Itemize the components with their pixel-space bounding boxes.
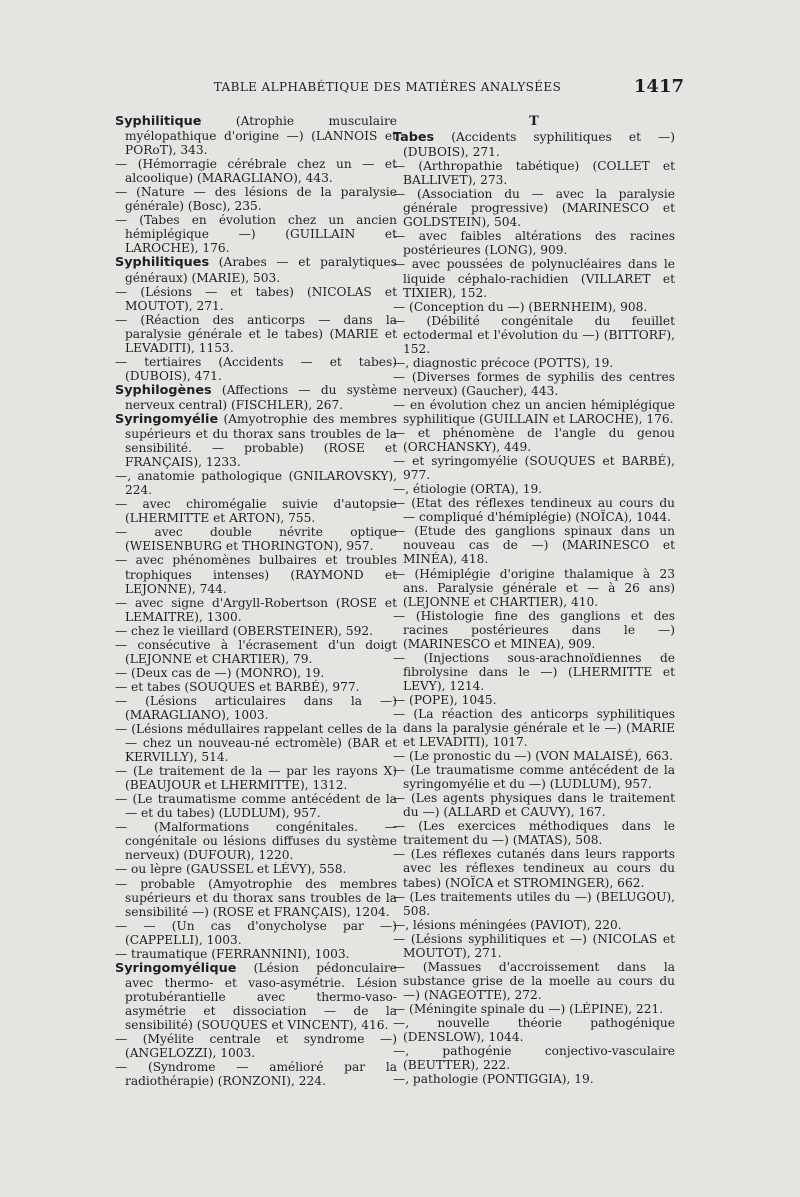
entry-text: — avec double névrite optique (WEISENBURG et THORINGTON), 957. <box>115 525 397 554</box>
entry-text: — (Les exercices méthodiques dans le traitement du —) (MATAS), 508. <box>393 819 675 848</box>
index-subentry <box>393 707 675 749</box>
index-subentry <box>393 187 675 229</box>
index-subentry <box>393 651 675 693</box>
entry-text: — (Conception du —) (BERNHEIM), 908. <box>393 299 648 314</box>
index-subentry <box>393 1044 675 1072</box>
entry-text: (Affections — du système nerveux central) (FISCHLER), 267. <box>125 382 397 412</box>
index-subentry <box>115 862 397 876</box>
entry-text: (Arabes — et paralytiques généraux) (MARIE), 503. <box>125 255 397 285</box>
entry-text: — avec signe d'Argyll-Robertson (ROSE et LEMAITRE), 1300. <box>115 595 397 624</box>
running-title: TABLE ALPHABÉTIQUE DES MATIÈRES ANALYSÉES <box>213 80 562 94</box>
right-column <box>393 114 675 1086</box>
index-subentry <box>115 1032 397 1060</box>
index-subentry <box>115 722 397 764</box>
index-subentry <box>115 919 397 947</box>
index-subentry <box>393 482 675 496</box>
index-subentry <box>393 300 675 314</box>
index-headword-entry <box>115 961 397 1032</box>
index-subentry <box>393 932 675 960</box>
page-header <box>95 76 684 104</box>
entry-text: — probable (Amyotrophie des membres supérieurs et du thorax sans troubles de la sensibilité —) (ROSE et FRANÇAIS), 1204. <box>115 876 397 919</box>
entry-text: — (Le traitement de la — par les rayons X) (BEAUJOUR et LHERMITTE), 1312. <box>115 764 397 793</box>
entry-text: (Atrophie musculaire myélopathique d'origine —) (LANNOIS et PORoT), 343. <box>125 114 397 158</box>
index-subentry <box>115 947 397 961</box>
entry-text: — traumatique (FERRANNINI), 1003. <box>115 946 350 961</box>
section-letter: T <box>529 114 539 129</box>
index-subentry <box>115 877 397 919</box>
index-subentry <box>115 596 397 624</box>
index-headword-entry <box>115 412 397 469</box>
index-subentry <box>115 469 397 497</box>
entry-text: — (Méningite spinale du —) (LÉPINE), 221. <box>393 1001 664 1016</box>
entry-text: — (Le pronostic du —) (VON MALAISÉ), 663. <box>393 749 673 764</box>
entry-text: — (Lésions articulaires dans la —) (MARAGLIANO), 1003. <box>115 693 397 722</box>
headword: Tabes <box>393 130 435 146</box>
entry-text: — chez le vieillard (OBERSTEINER), 592. <box>115 623 374 638</box>
index-headword-entry <box>115 255 397 284</box>
index-subentry <box>115 213 397 255</box>
entry-text: — (Lésions syphilitiques et —) (NICOLAS et MOUTOT), 271. <box>393 931 675 960</box>
headword: Syringomyélie <box>115 411 219 427</box>
index-subentry <box>115 624 397 638</box>
entry-text: — (Le traumatisme comme antécédent de la — et du tabes) (LUDLUM), 957. <box>115 792 397 821</box>
index-subentry <box>393 693 675 707</box>
index-subentry <box>393 524 675 566</box>
entry-text: — (Lésions médullaires rappelant celles de la — chez un nouveau-né ectromèle) (BAR et KERVILLY), 514. <box>115 722 397 765</box>
entry-text: — (Hémiplégie d'origine thalamique à 23 ans. Paralysie générale et — à 26 ans) (LEJONNE et CHARTIER), 410. <box>393 566 675 609</box>
index-subentry <box>393 567 675 609</box>
index-subentry <box>393 847 675 889</box>
entry-text: —, pathologie (PONTIGGIA), 19. <box>393 1072 594 1087</box>
entry-text: —, pathogénie conjectivo-vasculaire (BEUTTER), 222. <box>393 1044 675 1073</box>
index-subentry <box>115 680 397 694</box>
entry-text: — (La réaction des anticorps syphilitiques dans la paralysie générale et le —) (MARIE et LEVADITI), 1017. <box>393 706 675 750</box>
page-number: 1417 <box>633 76 684 97</box>
index-subentry <box>393 257 675 299</box>
index-headword-entry <box>115 383 397 412</box>
entry-text: — (Deux cas de —) (MONRO), 19. <box>115 665 325 680</box>
entry-text: — (Hémorragie cérébrale chez un — et alcoolique) (MARAGLIANO), 443. <box>115 157 397 186</box>
entry-text: — (Arthropathie tabétique) (COLLET et BALLIVET), 273. <box>393 159 675 188</box>
index-subentry <box>393 763 675 791</box>
entry-text: — (Réaction des anticorps — dans la paralysie générale et le tabes) (MARIE et LEVADITI), 1153. <box>115 312 397 355</box>
index-subentry <box>393 426 675 454</box>
entry-text: — (Tabes en évolution chez un ancien hémiplégique —) (GUILLAIN et LAROCHE), 176. <box>115 213 397 256</box>
entry-text: — (Massues d'accroissement dans la substance grise de la moelle au cours du —) (NAGEOTTE), 272. <box>393 959 675 1002</box>
index-subentry <box>393 1002 675 1016</box>
entry-text: — (Malformations congénitales. — congénitale ou lésions diffuses du système nerveux) (DUFOUR), 1220. <box>115 820 397 863</box>
entry-text: — en évolution chez un ancien hémiplégique syphilitique (GUILLAIN et LAROCHE), 176. <box>393 397 675 426</box>
entry-text: — — (Un cas d'onycholyse par —) (CAPPELLI), 1003. <box>115 918 397 947</box>
entry-text: — (Injections sous-arachnoïdiennes de fibrolysine dans le —) (LHERMITTE et LEVY), 1214. <box>393 650 675 693</box>
entry-text: — (Association du — avec la paralysie générale progressive) (MARINESCO et GOLDSTEIN), 504. <box>393 187 675 230</box>
index-headword-entry <box>115 114 397 157</box>
index-subentry <box>393 918 675 932</box>
index-subentry <box>115 638 397 666</box>
index-subentry <box>115 285 397 313</box>
entry-text: — avec chiromégalie suivie d'autopsie (LHERMITTE et ARTON), 755. <box>115 497 397 526</box>
entry-text: — avec poussées de polynucléaires dans le liquide céphalo-rachidien (VILLARET et TIXIER), 152. <box>393 257 675 300</box>
index-subentry <box>393 1072 675 1086</box>
entry-text: — avec phénomènes bulbaires et troubles trophiques intenses) (RAYMOND et LEJONNE), 744. <box>115 553 397 596</box>
entry-text: — (Les réflexes cutanés dans leurs rapports avec les réflexes tendineux au cours du tabes) (NOÏCA et STROMINGER), 662. <box>393 847 675 890</box>
index-subentry <box>115 820 397 862</box>
index-subentry <box>393 749 675 763</box>
index-subentry <box>115 666 397 680</box>
entry-text: — tertiaires (Accidents — et tabes) (DUBOIS), 471. <box>115 354 397 383</box>
index-subentry <box>393 159 675 187</box>
index-subentry <box>393 398 675 426</box>
index-subentry <box>115 313 397 355</box>
entry-text: (Accidents syphilitiques et —) (DUBOIS), 271. <box>403 130 675 160</box>
entry-text: — (Nature — des lésions de la paralysie générale) (Bosc), 235. <box>115 185 397 214</box>
index-subentry <box>393 1016 675 1044</box>
headword: Syphilitiques <box>115 255 210 271</box>
entry-text: —, nouvelle théorie pathogénique (DENSLOW), 1044. <box>393 1016 675 1045</box>
entry-text: (Lésion pédonculaire avec thermo- et vaso-asymétrie. Lésion protubérantielle avec thermo-vaso-asymétrie et dissociation — de la sensibilité) (SOUQUES et VINCENT), 416. <box>125 960 397 1032</box>
entry-text: — et phénomène de l'angle du genou (ORCHANSKY), 449. <box>393 426 675 455</box>
index-subentry <box>115 764 397 792</box>
index-subentry <box>115 185 397 213</box>
index-subentry <box>393 890 675 918</box>
index-subentry <box>393 229 675 257</box>
index-subentry <box>115 355 397 383</box>
index-subentry <box>115 553 397 595</box>
index-subentry <box>393 960 675 1002</box>
entry-text: — et tabes (SOUQUES et BARBÉ), 977. <box>115 679 360 694</box>
index-subentry <box>393 356 675 370</box>
entry-text: — (POPE), 1045. <box>393 692 497 707</box>
entry-text: — (Les traitements utiles du —) (BELUGOU), 508. <box>393 889 675 918</box>
entry-text: —, diagnostic précoce (POTTS), 19. <box>393 355 614 370</box>
index-subentry <box>115 694 397 722</box>
headword: Syringomyélique <box>115 960 237 976</box>
entry-text: —, étiologie (ORTA), 19. <box>393 482 543 497</box>
entry-text: — ou lèpre (GAUSSEL et LÉVY), 558. <box>115 862 347 877</box>
left-column <box>115 114 397 1088</box>
entry-text: — et syringomyélie (SOUQUES et BARBÉ), 977. <box>393 454 675 483</box>
entry-text: — (Etude des ganglions spinaux dans un nouveau cas de —) (MARINESCO et MINÉA), 418. <box>393 524 675 567</box>
entry-text: — (Syndrome — amélioré par la radiothérapie) (RONZONI), 224. <box>115 1060 397 1089</box>
headword: Syphilitique <box>115 114 202 129</box>
index-subentry <box>393 314 675 356</box>
index-subentry <box>115 792 397 820</box>
headword: Syphilogènes <box>115 382 212 398</box>
entry-text: — avec faibles altérations des racines postérieures (LONG), 909. <box>393 229 675 258</box>
index-subentry <box>393 370 675 398</box>
index-headword-entry <box>393 130 675 159</box>
index-subentry <box>393 609 675 651</box>
index-subentry <box>115 497 397 525</box>
index-subentry <box>115 525 397 553</box>
index-subentry <box>393 819 675 847</box>
entry-text: —, anatomie pathologique (GNILAROVSKY), 224. <box>115 469 397 498</box>
index-subentry <box>393 791 675 819</box>
index-subentry <box>115 1060 397 1088</box>
index-subentry <box>393 496 675 524</box>
entry-text: — (Le traumatisme comme antécédent de la syringomyélie et du —) (LUDLUM), 957. <box>393 763 675 792</box>
entry-text: — (Les agents physiques dans le traitement du —) (ALLARD et CAUVY), 167. <box>393 791 675 820</box>
entry-text: — (Débilité congénitale du feuillet ectodermal et l'évolution du —) (BITTORF), 152. <box>393 313 675 356</box>
entry-text: — (Lésions — et tabes) (NICOLAS et MOUTOT), 271. <box>115 284 397 313</box>
entry-text: —, lésions méningées (PAVIOT), 220. <box>393 917 622 932</box>
index-subentry <box>393 454 675 482</box>
entry-text: (Amyotrophie des membres supérieurs et du thorax sans troubles de la sensibilité. — probable) (ROSE et FRANÇAIS), 1233. <box>125 411 397 470</box>
index-subentry <box>115 157 397 185</box>
entry-text: — (Histologie fine des ganglions et des racines postérieures dans le —) (MARINESCO et MINEA), 909. <box>393 608 675 651</box>
entry-text: — consécutive à l'écrasement d'un doigt (LEJONNE et CHARTIER), 79. <box>115 637 397 666</box>
entry-text: — (Diverses formes de syphilis des centres nerveux) (Gaucher), 443. <box>393 369 675 398</box>
entry-text: — (Etat des réflexes tendineux au cours du — compliqué d'hémiplégie) (NOÏCA), 1044. <box>393 496 675 525</box>
entry-text: — (Myélite centrale et syndrome —) (ANGELOZZI), 1003. <box>115 1032 397 1061</box>
